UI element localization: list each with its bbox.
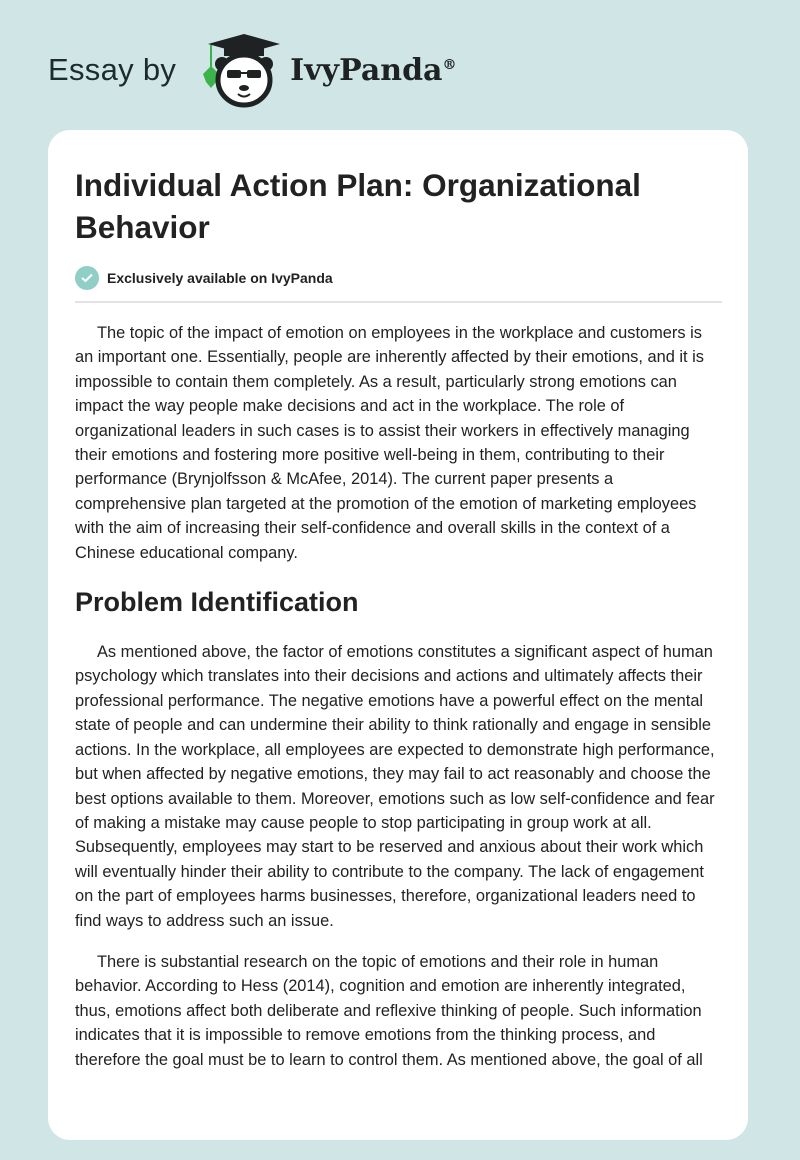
- registered-mark: ®: [442, 56, 457, 73]
- exclusive-badge: [75, 266, 722, 290]
- essay-card: [48, 130, 748, 1140]
- essay-title: Individual Action Plan: Organizational Behavior: [75, 167, 641, 245]
- check-icon: [75, 266, 99, 290]
- divider: [75, 301, 722, 303]
- brand-text: IvyPanda: [290, 52, 443, 88]
- paragraph: The topic of the impact of emotion on employees in the workplace and customers is an important one. Essentially, people are inherently affected by their emotions, and it is impossible to contain them completely. As a result, particularly strong emotions can impact the way people make decisions and act in the workplace. The role of organizational leaders in such cases is to assist their workers in effectively managing their emotions and fostering more positive well-being in them, contributing to their performance (Brynjolfsson & McAfee, 2014). The current paper presents a comprehensive plan targeted at the promotion of the emotion of marketing employees with the aim of increasing their self-confidence and overall skills in the context of a Chinese educational company.: [75, 324, 704, 562]
- section-heading: Problem Identification: [75, 587, 359, 618]
- paragraph: As mentioned above, the factor of emotions constitutes a significant aspect of human psychology which translates into their decisions and actions and ultimately affects their professional performance. The negative emotions have a powerful effect on the mental state of people and can undermine their ability to think rationally and engage in sensible actions. In the workplace, all employees are expected to demonstrate high performance, but when affected by negative emotions, they may fail to act reasonably and choose the best options available to them. Moreover, emotions such as low self-confidence and fear of making a mistake may cause people to stop participating in group work at all. Subsequently, employees may start to be reserved and anxious about their work which will eventually hinder their ability to contribute to the company. The lack of engagement on the part of employees harms businesses, therefore, organizational leaders need to find ways to address such an issue.: [75, 643, 715, 930]
- paragraph: There is substantial research on the topic of emotions and their role in human behavior. According to Hess (2014), cognition and emotion are inherently integrated, thus, emotions affect both deliberate and reflexive thinking of people. Such information indicates that it is impossible to remove emotions from the thinking process, and therefore the goal must be to learn to control them. As mentioned above, the goal of all: [75, 952, 703, 1069]
- brand-name[interactable]: [290, 53, 456, 88]
- essay-by-label: Essay by: [48, 52, 177, 87]
- badge-text: Exclusively available on IvyPanda: [107, 270, 333, 286]
- site-header: [48, 30, 457, 110]
- ivypanda-logo-icon[interactable]: [194, 30, 282, 110]
